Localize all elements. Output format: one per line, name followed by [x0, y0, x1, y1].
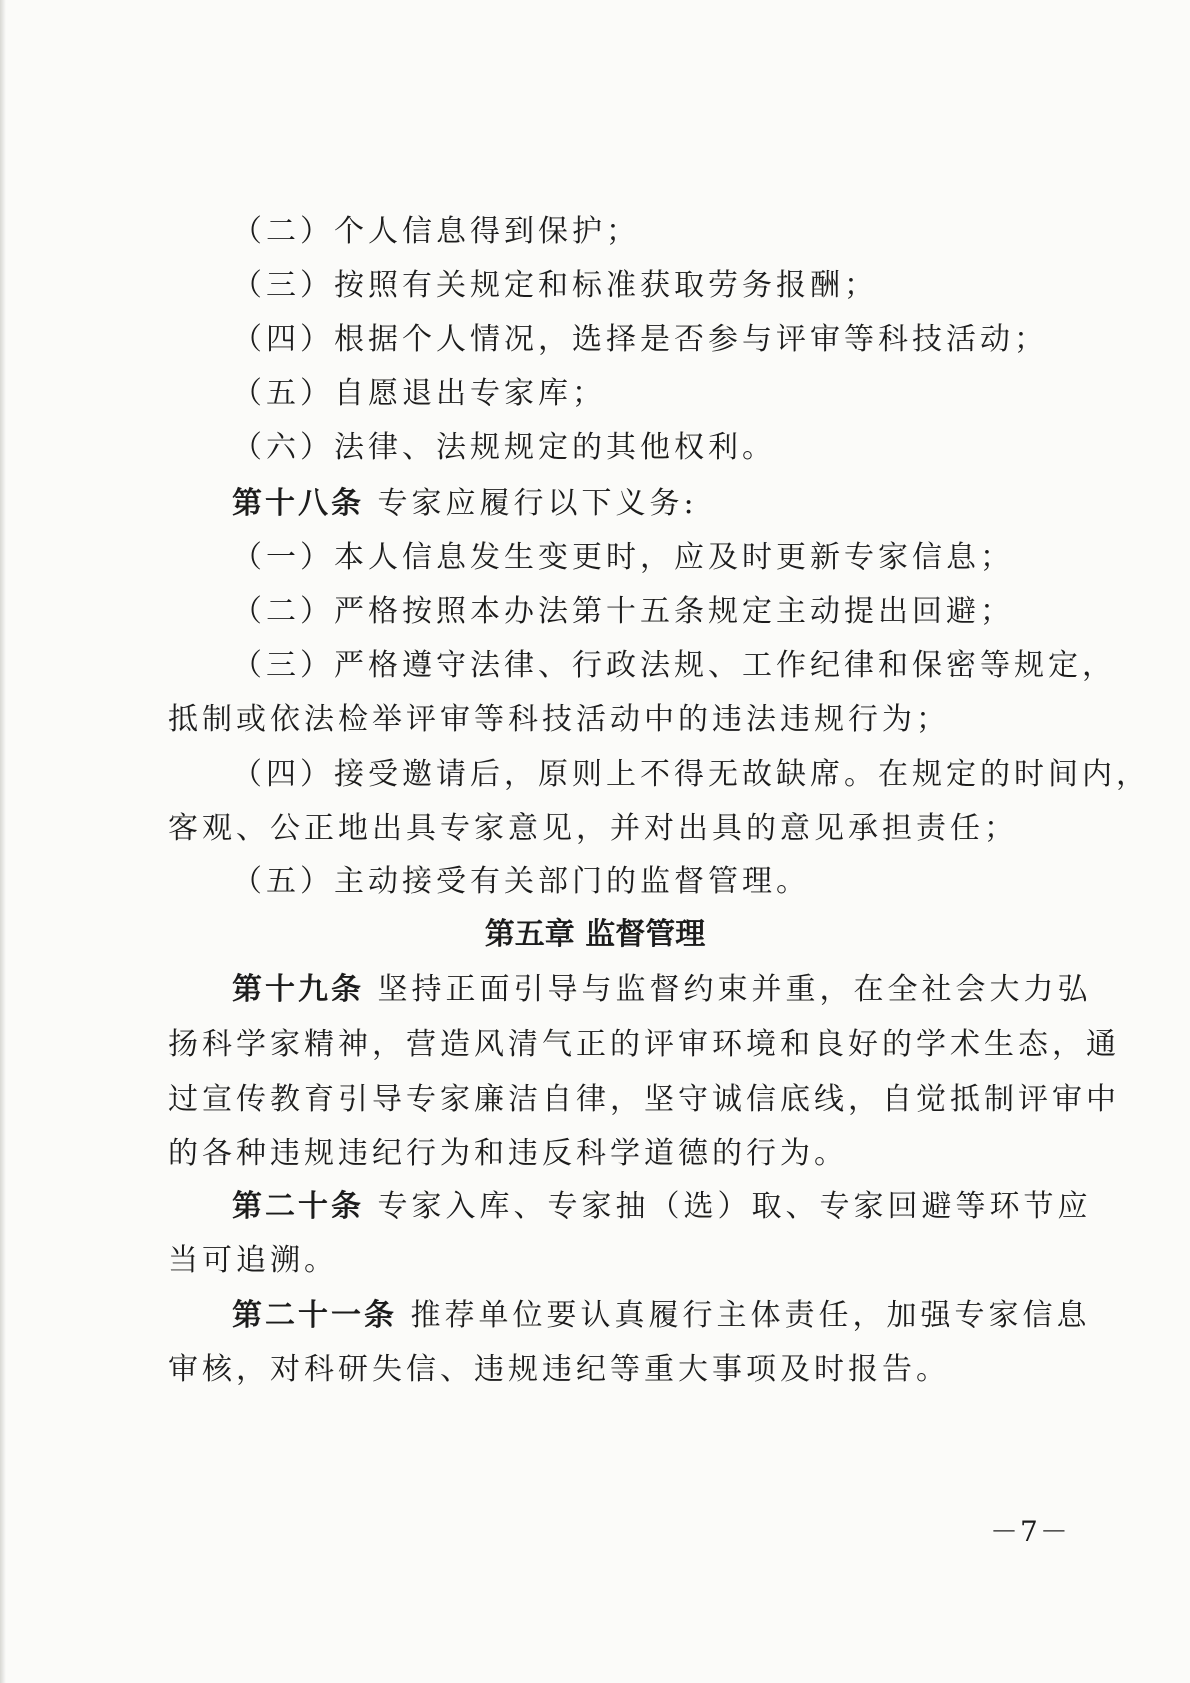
- article-20-line-1: [232, 1187, 1092, 1227]
- article-20-heading: 第二十条: [232, 1189, 364, 1224]
- article-21-line-2: 审核，对科研失信、违规违纪等重大事项及时报告。: [168, 1352, 950, 1387]
- rights-item-4: （四）根据个人情况，选择是否参与评审等科技活动；: [232, 322, 1048, 357]
- duty-item-5: （五）主动接受有关部门的监督管理。: [232, 864, 810, 899]
- article-18: [232, 484, 698, 524]
- chapter-5-title: 第五章 监督管理: [484, 917, 706, 952]
- duty-item-2: （二）严格按照本办法第十五条规定主动提出回避；: [232, 594, 1014, 629]
- scan-edge: [0, 0, 6, 1683]
- article-19-line-2: 扬科学家精神，营造风清气正的评审环境和良好的学术生态，通: [168, 1027, 1120, 1062]
- duty-item-4-cont: 客观、公正地出具专家意见，并对出具的意见承担责任；: [168, 811, 1018, 846]
- article-19-text-1: 坚持正面引导与监督约束并重，在全社会大力弘: [377, 972, 1092, 1007]
- article-18-text: 专家应履行以下义务:: [377, 486, 698, 521]
- article-19-line-4: 的各种违规违纪行为和违反科学道德的行为。: [168, 1136, 848, 1171]
- article-19-heading: 第十九条: [232, 972, 364, 1007]
- article-20-text-1: 专家入库、专家抽（选）取、专家回避等环节应: [377, 1189, 1092, 1224]
- article-21-text-1: 推荐单位要认真履行主体责任，加强专家信息: [410, 1298, 1091, 1333]
- article-21-line-1: [232, 1296, 1091, 1336]
- duty-item-3: （三）严格遵守法律、行政法规、工作纪律和保密等规定，: [232, 648, 1116, 683]
- rights-item-6: （六）法律、法规规定的其他权利。: [232, 430, 776, 465]
- duty-item-4: （四）接受邀请后，原则上不得无故缺席。在规定的时间内，: [232, 757, 1150, 792]
- rights-item-2: （二）个人信息得到保护；: [232, 214, 640, 249]
- article-19-line-3: 过宣传教育引导专家廉洁自律，坚守诚信底线，自觉抵制评审中: [168, 1082, 1120, 1117]
- rights-item-3: （三）按照有关规定和标准获取劳务报酬；: [232, 268, 878, 303]
- article-20-line-2: 当可追溯。: [168, 1243, 338, 1278]
- article-18-heading: 第十八条: [232, 486, 364, 521]
- duty-item-3-cont: 抵制或依法检举评审等科技活动中的违法违规行为；: [168, 702, 950, 737]
- article-21-heading: 第二十一条: [232, 1298, 397, 1333]
- page-number: －7－: [990, 1515, 1070, 1548]
- duty-item-1: （一）本人信息发生变更时，应及时更新专家信息；: [232, 540, 1014, 575]
- article-19-line-1: [232, 970, 1092, 1010]
- rights-item-5: （五）自愿退出专家库；: [232, 376, 606, 411]
